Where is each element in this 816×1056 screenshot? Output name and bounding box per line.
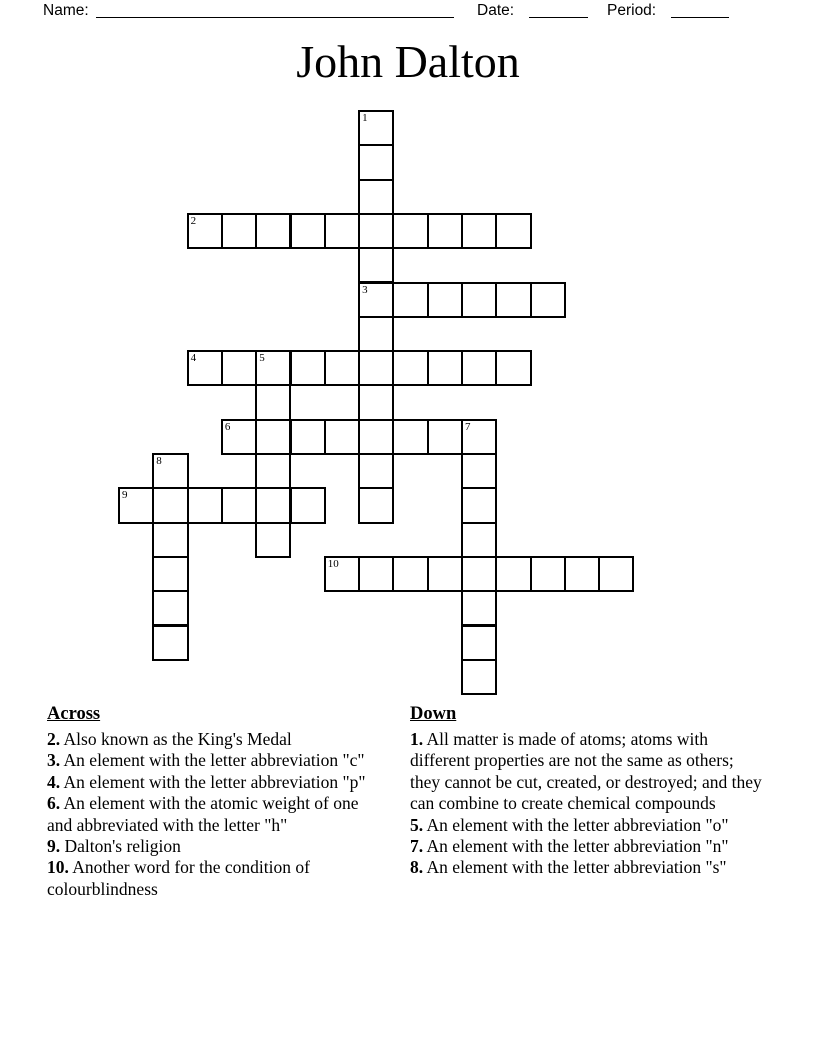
crossword-cell[interactable]	[255, 384, 291, 420]
crossword-cell[interactable]	[358, 419, 394, 455]
crossword-cell[interactable]	[461, 556, 497, 592]
date-fill-line[interactable]	[529, 2, 588, 18]
crossword-cell[interactable]	[392, 350, 428, 386]
crossword-cell[interactable]	[495, 556, 531, 592]
clue-text: Another word for the condition of colourblindness	[47, 857, 310, 899]
crossword-cell[interactable]	[152, 625, 188, 661]
crossword-cell[interactable]	[461, 350, 497, 386]
crossword-cell[interactable]	[118, 487, 154, 523]
crossword-cell[interactable]	[255, 522, 291, 558]
name-label: Name:	[43, 2, 89, 19]
crossword-cell[interactable]	[290, 419, 326, 455]
crossword-cell[interactable]	[392, 213, 428, 249]
crossword-cell[interactable]	[427, 419, 463, 455]
crossword-cell[interactable]	[392, 556, 428, 592]
clue-number: 3.	[47, 750, 61, 771]
name-fill-line[interactable]	[96, 2, 454, 18]
cell-number: 4	[190, 352, 197, 365]
cell-number: 1	[362, 112, 368, 124]
clue-number: 10.	[47, 857, 69, 878]
clue-number: 4.	[47, 771, 61, 792]
cell-number: 6	[224, 420, 231, 433]
crossword-cell[interactable]	[358, 179, 394, 215]
crossword-cell[interactable]	[461, 419, 497, 455]
crossword-cell[interactable]	[427, 213, 463, 249]
crossword-cell[interactable]	[358, 213, 394, 249]
crossword-cell[interactable]	[461, 590, 497, 626]
cell-number: 2	[190, 214, 197, 227]
cell-number: 7	[465, 420, 471, 433]
down-heading: Down	[410, 704, 457, 724]
crossword-cell[interactable]	[427, 556, 463, 592]
crossword-cell[interactable]	[461, 625, 497, 661]
crossword-cell[interactable]	[358, 350, 394, 386]
clue-number: 5.	[410, 814, 424, 835]
cell-number: 8	[156, 455, 162, 467]
crossword-cell[interactable]	[221, 419, 257, 455]
crossword-cell[interactable]	[152, 590, 188, 626]
cell-number: 10	[327, 557, 339, 570]
crossword-cell[interactable]	[495, 282, 531, 318]
crossword-cell[interactable]	[427, 350, 463, 386]
clue-text: An element with the letter abbreviation "o"	[423, 814, 729, 835]
crossword-cell[interactable]	[358, 316, 394, 352]
clue-text: An element with the atomic weight of one and abbreviated with the letter "h"	[47, 793, 359, 835]
crossword-cell[interactable]	[255, 487, 291, 523]
clue-item	[410, 729, 768, 815]
crossword-cell[interactable]	[221, 487, 257, 523]
crossword-cell[interactable]	[392, 282, 428, 318]
crossword-cell[interactable]	[530, 556, 566, 592]
crossword-cell[interactable]	[324, 213, 360, 249]
clue-number: 7.	[410, 836, 424, 857]
clue-number: 2.	[47, 729, 61, 749]
crossword-cell[interactable]	[358, 144, 394, 180]
crossword-cell[interactable]	[255, 350, 291, 386]
crossword-cell[interactable]	[290, 213, 326, 249]
clue-text: An element with the letter abbreviation "n"	[423, 836, 729, 857]
clue-number: 9.	[47, 836, 61, 857]
clue-item	[410, 857, 768, 878]
crossword-cell[interactable]	[461, 659, 497, 695]
crossword-grid	[118, 110, 638, 695]
worksheet-header	[0, 0, 816, 24]
date-label: Date:	[477, 2, 515, 19]
across-clue-list	[47, 729, 385, 900]
clue-text: All matter is made of atoms; atoms with different properties are not the same as others; they cannot be cut, created, or destroyed; and they can combine to create chemical compounds	[410, 729, 762, 814]
clue-number: 1.	[410, 729, 424, 749]
crossword-cell[interactable]	[221, 350, 257, 386]
crossword-cell[interactable]	[358, 487, 394, 523]
crossword-cell[interactable]	[358, 247, 394, 283]
crossword-cell[interactable]	[427, 282, 463, 318]
crossword-cell[interactable]	[598, 556, 634, 592]
crossword-cell[interactable]	[495, 350, 531, 386]
crossword-cell[interactable]	[152, 522, 188, 558]
clue-text: Also known as the King's Medal	[60, 729, 292, 749]
crossword-cell[interactable]	[187, 213, 223, 249]
clue-number: 6.	[47, 793, 61, 814]
crossword-cell[interactable]	[152, 556, 188, 592]
clue-text: An element with the letter abbreviation "c"	[60, 750, 365, 771]
down-clue-list	[410, 729, 768, 879]
clue-item	[47, 793, 385, 836]
crossword-cell[interactable]	[358, 110, 394, 146]
crossword-cell[interactable]	[152, 453, 188, 489]
crossword-cell[interactable]	[461, 282, 497, 318]
crossword-cell[interactable]	[152, 487, 188, 523]
crossword-cell[interactable]	[530, 282, 566, 318]
crossword-cell[interactable]	[461, 487, 497, 523]
clue-item	[47, 729, 385, 750]
clue-item	[47, 772, 385, 793]
crossword-cell[interactable]	[358, 453, 394, 489]
crossword-cell[interactable]	[324, 556, 360, 592]
period-label: Period:	[607, 2, 657, 19]
clue-text: An element with the letter abbreviation "p"	[60, 771, 366, 792]
crossword-cell[interactable]	[564, 556, 600, 592]
clue-text: Dalton's religion	[60, 836, 181, 857]
crossword-cell[interactable]	[358, 282, 394, 318]
across-heading: Across	[47, 704, 101, 724]
clue-item	[47, 836, 385, 857]
crossword-cell[interactable]	[461, 213, 497, 249]
down-clues-section	[410, 703, 768, 879]
cell-number: 9	[122, 489, 128, 502]
crossword-cell[interactable]	[187, 487, 223, 523]
crossword-cell[interactable]	[290, 350, 326, 386]
across-clues-section	[47, 703, 385, 900]
clue-item	[47, 857, 385, 900]
cell-number: 3	[362, 283, 368, 296]
crossword-cell[interactable]	[392, 419, 428, 455]
crossword-cell[interactable]	[290, 487, 326, 523]
crossword-cell[interactable]	[495, 213, 531, 249]
clue-item	[410, 836, 768, 857]
crossword-cell[interactable]	[221, 213, 257, 249]
crossword-cell[interactable]	[324, 350, 360, 386]
crossword-cell[interactable]	[461, 453, 497, 489]
clue-text: An element with the letter abbreviation "s"	[423, 857, 727, 878]
crossword-cell[interactable]	[358, 556, 394, 592]
crossword-cell[interactable]	[187, 350, 223, 386]
clue-item	[410, 815, 768, 836]
crossword-cell[interactable]	[255, 453, 291, 489]
cell-number: 5	[259, 352, 265, 365]
crossword-cell[interactable]	[324, 419, 360, 455]
page-title: John Dalton	[296, 36, 520, 87]
crossword-cell[interactable]	[255, 213, 291, 249]
clue-number: 8.	[410, 857, 424, 878]
crossword-cell[interactable]	[358, 384, 394, 420]
crossword-cell[interactable]	[461, 522, 497, 558]
period-fill-line[interactable]	[671, 2, 729, 18]
crossword-cell[interactable]	[255, 419, 291, 455]
clue-item	[47, 750, 385, 771]
